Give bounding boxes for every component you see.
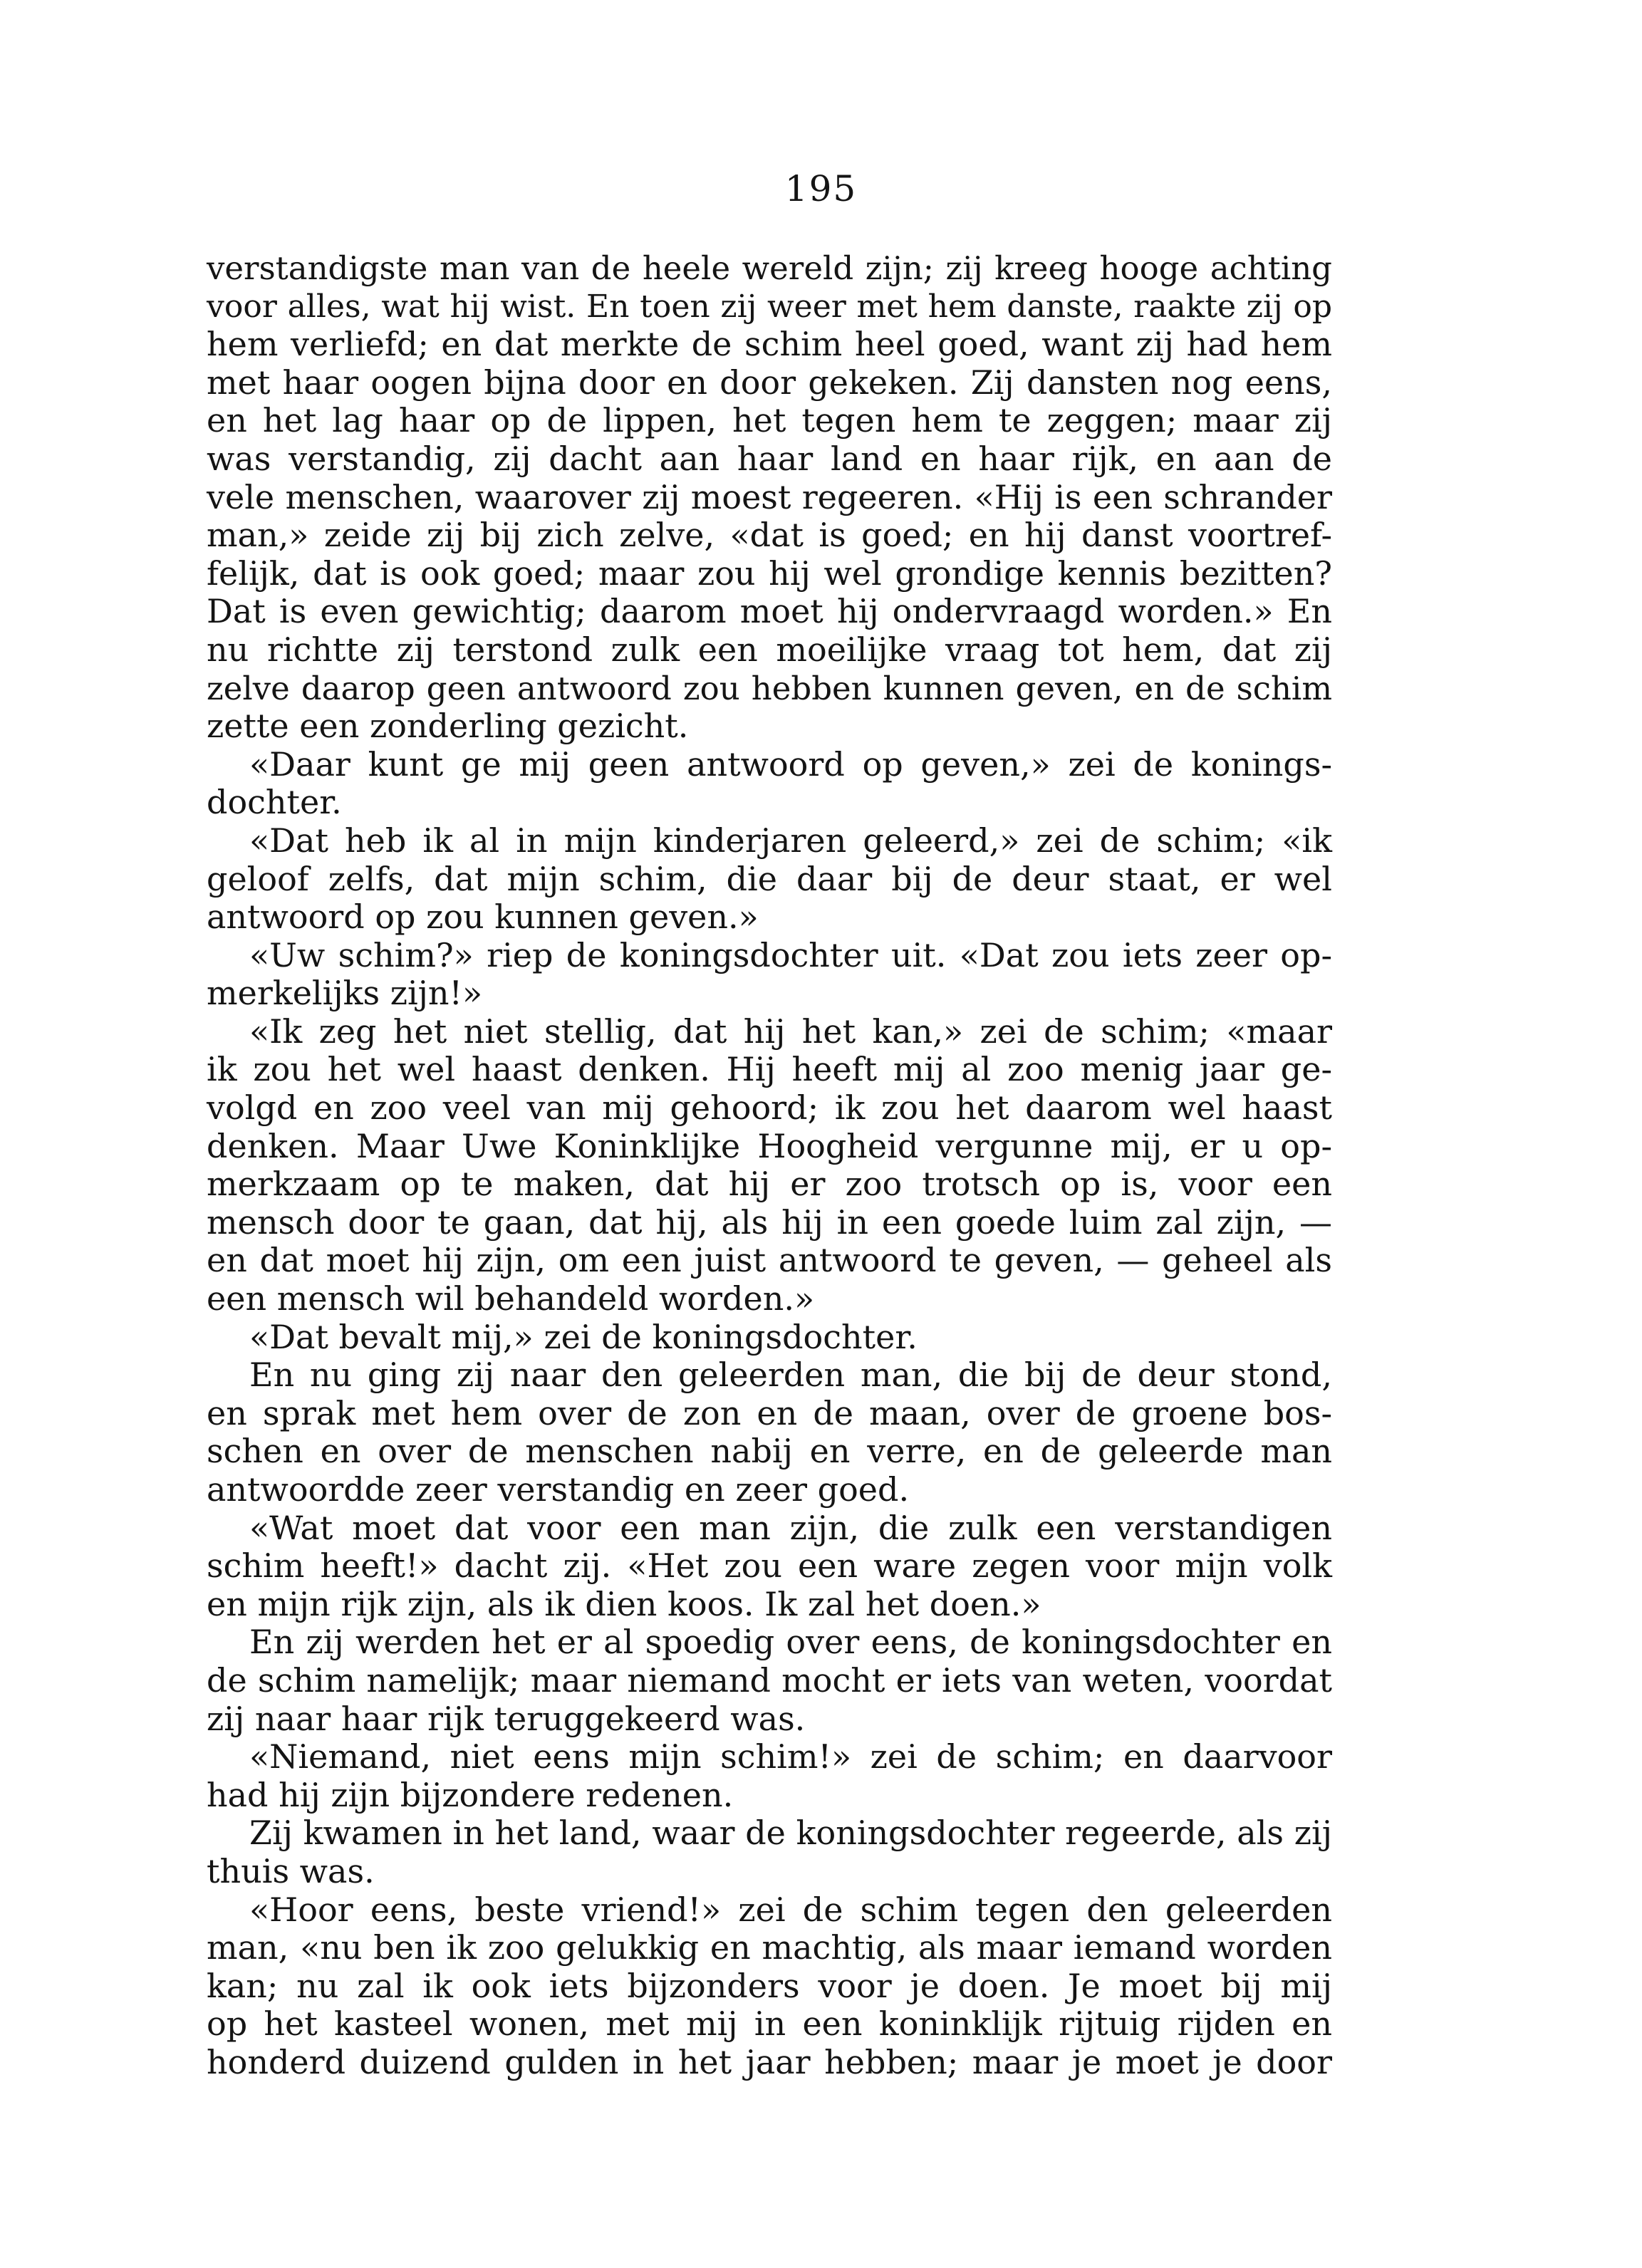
text-line: verstandigste man van de heele wereld zijn; zij kreeg hooge achting bbox=[207, 249, 1332, 287]
text-line: en sprak met hem over de zon en de maan, over de groene bos- bbox=[207, 1393, 1332, 1432]
text-line: man, «nu ben ik zoo gelukkig en machtig, als maar iemand worden bbox=[207, 1928, 1332, 1967]
text-line: een mensch wil behandeld worden.» bbox=[207, 1279, 815, 1318]
text-line: had hij zijn bijzondere redenen. bbox=[207, 1775, 734, 1814]
text-line: met haar oogen bijna door en door gekeken. Zij dansten nog eens, bbox=[207, 363, 1332, 402]
text-line: zelve daarop geen antwoord zou hebben kunnen geven, en de schim bbox=[207, 669, 1332, 707]
text-line: op het kasteel wonen, met mij in een koninklijk rijtuig rijden en bbox=[207, 2004, 1332, 2044]
text-line: schim heeft!» dacht zij. «Het zou een ware zegen voor mijn volk bbox=[207, 1546, 1332, 1586]
text-line: zette een zonderling gezicht. bbox=[207, 707, 689, 746]
text-line: merkelijks zijn!» bbox=[207, 974, 483, 1013]
text-line: felijk, dat is ook goed; maar zou hij wel grondige kennis bezitten? bbox=[207, 553, 1332, 593]
text-line: thuis was. bbox=[207, 1851, 375, 1890]
text-line: nu richtte zij terstond zulk een moeilijke vraag tot hem, dat zij bbox=[207, 630, 1332, 669]
text-line: was verstandig, zij dacht aan haar land en haar rijk, en aan de bbox=[207, 439, 1332, 478]
text-line: zij naar haar rijk teruggekeerd was. bbox=[207, 1699, 806, 1738]
text-line: dochter. bbox=[207, 783, 342, 822]
text-line: honderd duizend gulden in het jaar hebben; maar je moet je door bbox=[207, 2042, 1332, 2081]
text-line: man,» zeide zij bij zich zelve, «dat is goed; en hij danst voortref- bbox=[207, 516, 1332, 555]
text-line: Zij kwamen in het land, waar de koningsdochter regeerde, als zij bbox=[249, 1814, 1332, 1853]
page-number: 195 bbox=[784, 168, 858, 209]
text-line: Dat is even gewichtig; daarom moet hij ondervraagd worden.» En bbox=[207, 592, 1332, 631]
text-line: denken. Maar Uwe Koninklijke Hoogheid vergunne mij, er u op- bbox=[207, 1126, 1332, 1165]
body-text bbox=[207, 249, 1332, 2082]
text-line: ik zou het wel haast denken. Hij heeft mij al zoo menig jaar ge- bbox=[207, 1050, 1332, 1089]
text-line: «Ik zeg het niet stellig, dat hij het kan,» zei de schim; «maar bbox=[249, 1011, 1332, 1051]
text-line: volgd en zoo veel van mij gehoord; ik zou het daarom wel haast bbox=[207, 1088, 1332, 1128]
text-line: en dat moet hij zijn, om een juist antwoord te geven, — geheel als bbox=[207, 1241, 1332, 1280]
text-line: hem verliefd; en dat merkte de schim heel goed, want zij had hem bbox=[207, 325, 1332, 364]
text-line: «Hoor eens, beste vriend!» zei de schim tegen den geleerden bbox=[249, 1890, 1332, 1929]
text-line: en het lag haar op de lippen, het tegen hem te zeggen; maar zij bbox=[207, 401, 1332, 440]
text-line: schen en over de menschen nabij en verre, en de geleerde man bbox=[207, 1432, 1332, 1471]
text-line: merkzaam op te maken, dat hij er zoo trotsch op is, voor een bbox=[207, 1165, 1332, 1204]
text-line: de schim namelijk; maar niemand mocht er iets van weten, voordat bbox=[207, 1660, 1332, 1700]
text-line: «Dat heb ik al in mijn kinderjaren geleerd,» zei de schim; «ik bbox=[249, 821, 1332, 860]
text-line: kan; nu zal ik ook iets bijzonders voor je doen. Je moet bij mij bbox=[207, 1966, 1332, 2005]
text-line: antwoord op zou kunnen geven.» bbox=[207, 898, 759, 937]
text-line: antwoordde zeer verstandig en zeer goed. bbox=[207, 1470, 910, 1509]
text-line: «Dat bevalt mij,» zei de koningsdochter. bbox=[249, 1317, 918, 1356]
text-line: voor alles, wat hij wist. En toen zij weer met hem danste, raakte zij op bbox=[207, 288, 1332, 325]
text-line: geloof zelfs, dat mijn schim, die daar bij de deur staat, er wel bbox=[207, 859, 1332, 898]
text-line: «Daar kunt ge mij geen antwoord op geven,» zei de konings- bbox=[249, 744, 1332, 784]
text-line: «Uw schim?» riep de koningsdochter uit. «Dat zou iets zeer op- bbox=[249, 935, 1332, 974]
text-line: vele menschen, waarover zij moest regeeren. «Hij is een schrander bbox=[207, 477, 1332, 516]
text-line: «Wat moet dat voor een man zijn, die zulk een verstandigen bbox=[249, 1508, 1332, 1547]
text-line: «Niemand, niet eens mijn schim!» zei de schim; en daarvoor bbox=[249, 1737, 1332, 1777]
text-line: mensch door te gaan, dat hij, als hij in een goede luim zal zijn, — bbox=[207, 1202, 1332, 1242]
text-line: En nu ging zij naar den geleerden man, die bij de deur stond, bbox=[249, 1356, 1332, 1395]
text-line: en mijn rijk zijn, als ik dien koos. Ik zal het doen.» bbox=[207, 1584, 1041, 1623]
text-line: En zij werden het er al spoedig over eens, de koningsdochter en bbox=[249, 1623, 1332, 1662]
